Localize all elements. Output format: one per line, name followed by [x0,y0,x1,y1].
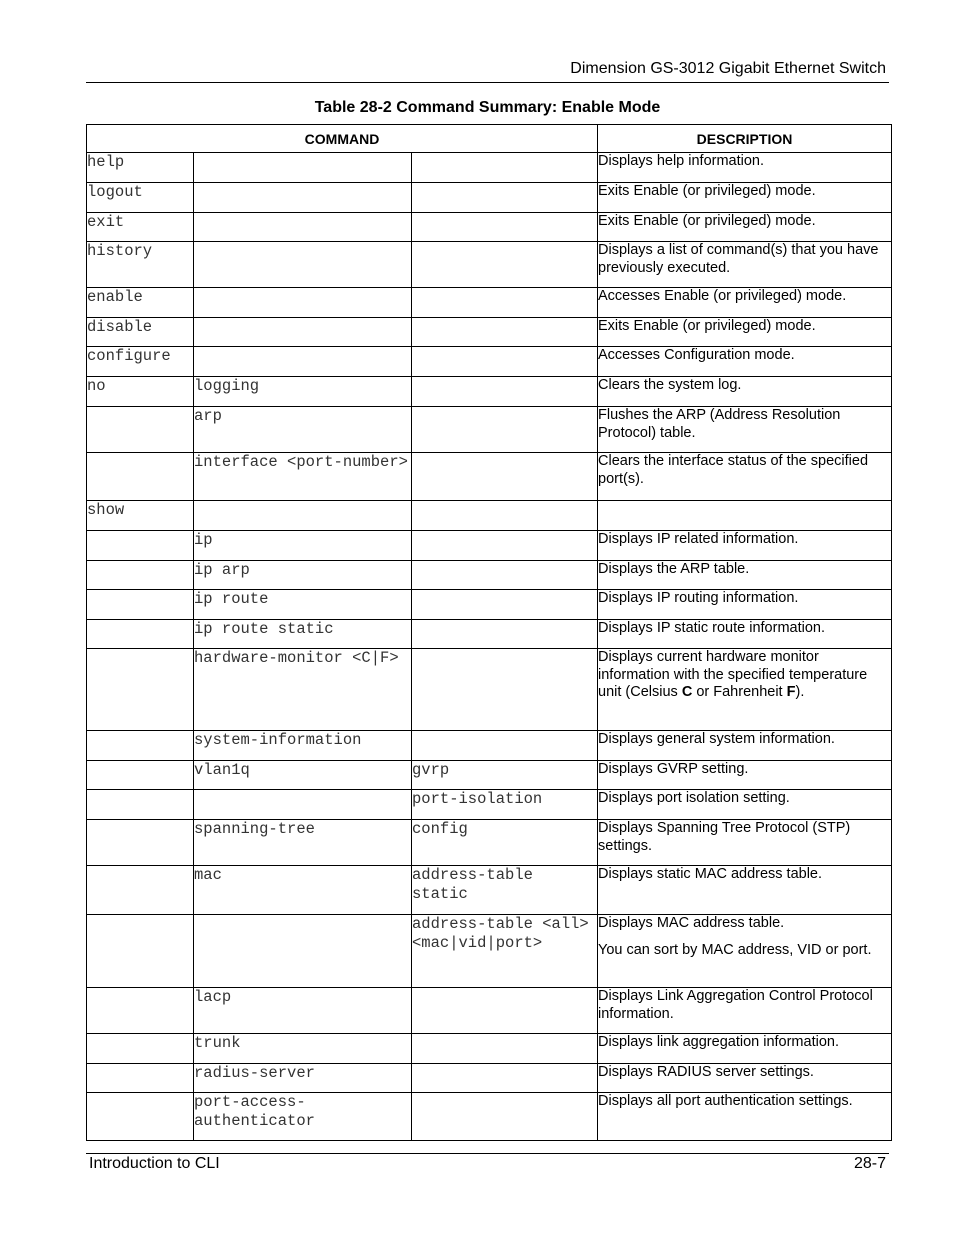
subcommand-cell [194,501,412,531]
description-text: Exits Enable (or privileged) mode. [598,318,816,334]
table-row [87,453,892,501]
description-text: Displays GVRP setting. [598,761,749,777]
subcommand-cell: port-access-authenticator [194,1093,412,1141]
table-row [87,761,892,790]
table-row [87,407,892,453]
table-row [87,731,892,761]
description-cell [598,183,892,213]
table-row [87,531,892,561]
option-cell [412,1064,598,1093]
description-cell [598,761,892,790]
description-text: Accesses Configuration mode. [598,347,795,363]
table-row [87,183,892,213]
subcommand-cell: lacp [194,988,412,1034]
command-cell [87,790,194,820]
subcommand-cell [194,915,412,988]
footer-chapter-title: Introduction to CLI [89,1155,220,1172]
description-cell [598,561,892,590]
description-cell [598,915,892,988]
description-text: Exits Enable (or privileged) mode. [598,213,816,229]
document-header-title: Dimension GS-3012 Gigabit Ethernet Switch [570,60,886,77]
description-text: You can sort by MAC address, VID or port. [598,941,872,958]
command-cell: history [87,242,194,288]
table-row [87,347,892,377]
description-column-header: DESCRIPTION [598,125,892,153]
command-cell [87,453,194,501]
table-row [87,1064,892,1093]
command-cell [87,1064,194,1093]
subcommand-cell: vlan1q [194,761,412,790]
option-cell [412,242,598,288]
option-cell: gvrp [412,761,598,790]
option-cell: config [412,820,598,866]
subcommand-cell: mac [194,866,412,915]
command-cell [87,820,194,866]
command-cell [87,761,194,790]
table-row [87,590,892,620]
table-row [87,649,892,731]
footer-divider [86,1153,889,1154]
description-text: Clears the system log. [598,377,742,393]
option-cell [412,561,598,590]
description-cell [598,153,892,183]
description-cell [598,620,892,649]
subcommand-cell [194,347,412,377]
table-row [87,153,892,183]
subcommand-cell: radius-server [194,1064,412,1093]
table-body [87,153,892,1141]
description-text: Displays a list of command(s) that you have previously executed. [598,242,879,276]
description-text: Displays general system information. [598,731,835,747]
command-cell [87,988,194,1034]
table-caption: Table 28-2 Command Summary: Enable Mode [314,99,661,116]
subcommand-cell: ip route [194,590,412,620]
option-cell [412,318,598,347]
command-cell [87,915,194,988]
description-text: Displays current hardware monitor information with the specified temperature unit (Celsius C or Fahrenheit F). [598,649,868,700]
description-cell [598,590,892,620]
option-cell [412,988,598,1034]
subcommand-cell: spanning-tree [194,820,412,866]
subcommand-cell [194,153,412,183]
table-row [87,501,892,531]
header-divider [86,82,889,83]
option-cell: port-isolation [412,790,598,820]
option-cell [412,347,598,377]
table-header-row [87,125,892,153]
description-cell [598,988,892,1034]
description-cell [598,731,892,761]
command-cell: logout [87,183,194,213]
table-row [87,620,892,649]
command-cell [87,531,194,561]
subcommand-cell: ip [194,531,412,561]
command-cell [87,407,194,453]
description-cell [598,501,892,531]
option-cell [412,1034,598,1064]
table-row [87,377,892,407]
description-text: Displays IP routing information. [598,590,799,606]
description-text: Displays link aggregation information. [598,1034,839,1050]
command-cell [87,590,194,620]
command-cell [87,649,194,731]
table-row [87,1034,892,1064]
description-cell [598,453,892,501]
command-cell: no [87,377,194,407]
description-cell [598,347,892,377]
description-text: Displays all port authentication settings. [598,1093,853,1109]
table-row [87,915,892,988]
option-cell [412,620,598,649]
description-text: Displays Spanning Tree Protocol (STP) settings. [598,820,851,854]
subcommand-cell: trunk [194,1034,412,1064]
option-cell [412,288,598,318]
table-row [87,561,892,590]
table-row [87,820,892,866]
subcommand-cell [194,288,412,318]
description-text: Exits Enable (or privileged) mode. [598,183,816,199]
footer-page-number: 28-7 [853,1155,886,1172]
table-row [87,790,892,820]
description-cell [598,1034,892,1064]
command-cell [87,1034,194,1064]
subcommand-cell: hardware-monitor <C|F> [194,649,412,731]
table-row [87,213,892,242]
command-cell: help [87,153,194,183]
command-cell: show [87,501,194,531]
command-cell [87,1093,194,1141]
description-cell [598,407,892,453]
command-column-header: COMMAND [87,125,598,153]
option-cell [412,183,598,213]
command-cell [87,561,194,590]
description-text: Clears the interface status of the specified port(s). [598,453,869,487]
table-row [87,242,892,288]
description-cell [598,790,892,820]
option-cell: address-table static [412,866,598,915]
subcommand-cell [194,318,412,347]
option-cell [412,649,598,731]
table-row [87,988,892,1034]
command-cell [87,620,194,649]
option-cell [412,590,598,620]
description-cell [598,318,892,347]
subcommand-cell [194,213,412,242]
command-cell [87,731,194,761]
option-cell [412,453,598,501]
description-cell [598,288,892,318]
description-text: Displays IP related information. [598,531,799,547]
option-cell [412,731,598,761]
table-row [87,288,892,318]
description-text: Displays static MAC address table. [598,866,823,882]
option-cell [412,501,598,531]
option-cell [412,377,598,407]
subcommand-cell: logging [194,377,412,407]
description-text: Displays Link Aggregation Control Protocol information. [598,988,873,1022]
subcommand-cell: ip route static [194,620,412,649]
option-cell: address-table <all> <mac|vid|port> [412,915,598,988]
description-text: Displays help information. [598,153,765,169]
description-cell [598,531,892,561]
subcommand-cell [194,790,412,820]
description-cell [598,1064,892,1093]
option-cell [412,531,598,561]
subcommand-cell [194,183,412,213]
subcommand-cell: system-information [194,731,412,761]
description-cell [598,213,892,242]
command-cell: configure [87,347,194,377]
command-cell: enable [87,288,194,318]
command-summary-table [86,124,892,1141]
description-text: Displays the ARP table. [598,561,750,577]
subcommand-cell: ip arp [194,561,412,590]
table-row [87,866,892,915]
description-text: Accesses Enable (or privileged) mode. [598,288,847,304]
description-cell [598,820,892,866]
command-cell: exit [87,213,194,242]
description-text: Displays port isolation setting. [598,790,790,806]
description-text: Displays MAC address table. [598,915,785,931]
description-cell [598,1093,892,1141]
option-cell [412,153,598,183]
description-cell [598,866,892,915]
description-cell [598,377,892,407]
table-row [87,1093,892,1141]
description-cell [598,649,892,731]
table-row [87,318,892,347]
subcommand-cell: interface <port-number> [194,453,412,501]
description-text: Displays IP static route information. [598,620,825,636]
description-text: Displays RADIUS server settings. [598,1064,814,1080]
command-cell: disable [87,318,194,347]
subcommand-cell: arp [194,407,412,453]
description-text: Flushes the ARP (Address Resolution Protocol) table. [598,407,841,441]
subcommand-cell [194,242,412,288]
description-cell [598,242,892,288]
option-cell [412,213,598,242]
option-cell [412,407,598,453]
command-cell [87,866,194,915]
option-cell [412,1093,598,1141]
